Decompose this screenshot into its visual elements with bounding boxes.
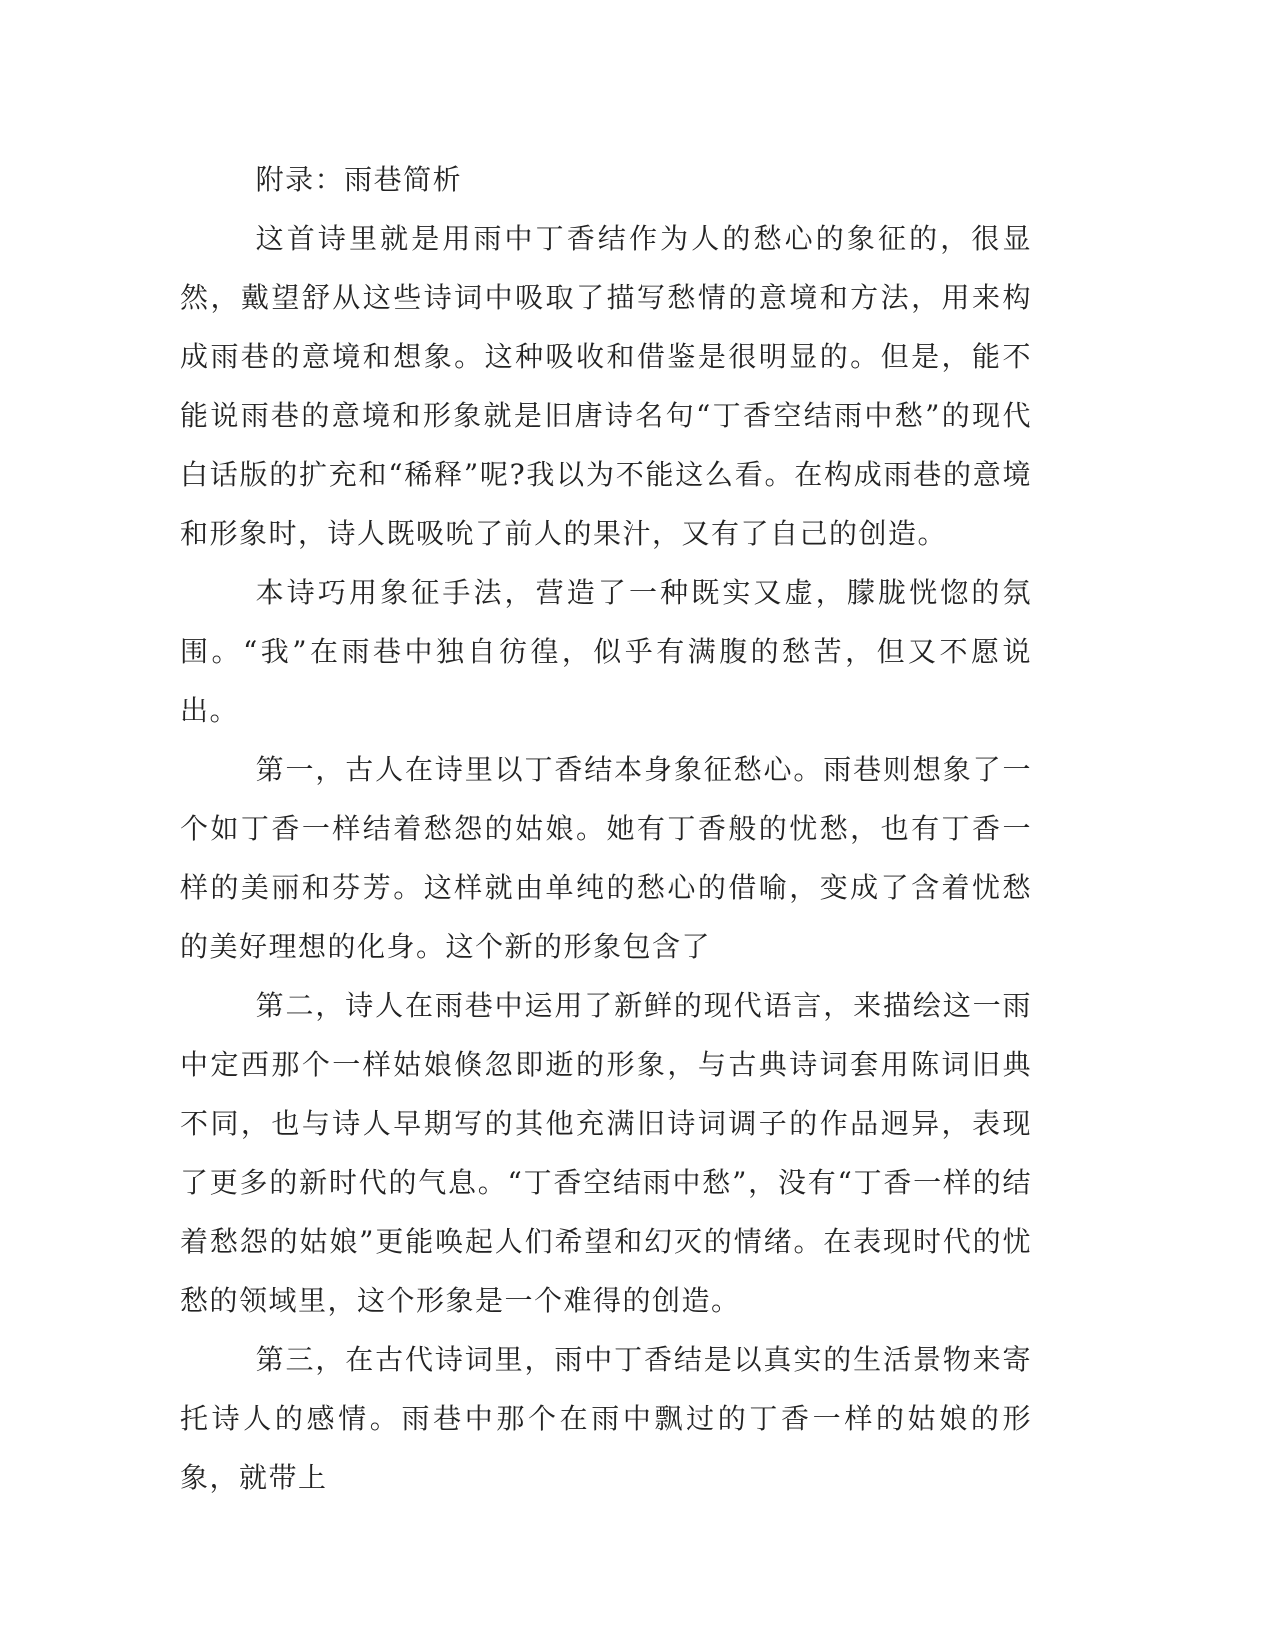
paragraph-3: 第一，古人在诗里以丁香结本身象征愁心。雨巷则想象了一个如丁香一样结着愁怨的姑娘。她有丁香般的忧愁，也有丁香一样的美丽和芬芳。这样就由单纯的愁心的借喻，变成了含着忧愁的美好理想的化身。这个新的形象包含了 <box>180 753 1032 963</box>
paragraph-2: 本诗巧用象征手法，营造了一种既实又虚，朦胧恍惚的氛围。“我”在雨巷中独自彷徨，似乎有满腹的愁苦，但又不愿说出。 <box>180 576 1032 727</box>
paragraph-4: 第二，诗人在雨巷中运用了新鲜的现代语言，来描绘这一雨中定西那个一样姑娘倏忽即逝的形象，与古典诗词套用陈词旧典不同，也与诗人早期写的其他充满旧诗词调子的作品迥异，表现了更多的新时代的气息。“丁香空结雨中愁”，没有“丁香一样的结着愁怨的姑娘”更能唤起人们希望和幻灭的情绪。在表现时代的忧愁的领域里，这个形象是一个难得的创造。 <box>180 989 1032 1317</box>
paragraph-5: 第三，在古代诗词里，雨中丁香结是以真实的生活景物来寄托诗人的感情。雨巷中那个在雨中飘过的丁香一样的姑娘的形象，就带上 <box>180 1343 1032 1494</box>
document-body <box>180 150 1032 1507</box>
paragraph-1: 这首诗里就是用雨中丁香结作为人的愁心的象征的，很显然，戴望舒从这些诗词中吸取了描写愁情的意境和方法，用来构成雨巷的意境和想象。这种吸收和借鉴是很明显的。但是，能不能说雨巷的意境和形象就是旧唐诗名句“丁香空结雨中愁”的现代白话版的扩充和“稀释”呢?我以为不能这么看。在构成雨巷的意境和形象时，诗人既吸吮了前人的果汁，又有了自己的创造。 <box>180 222 1032 550</box>
section-heading: 附录：雨巷简析 <box>255 163 463 196</box>
